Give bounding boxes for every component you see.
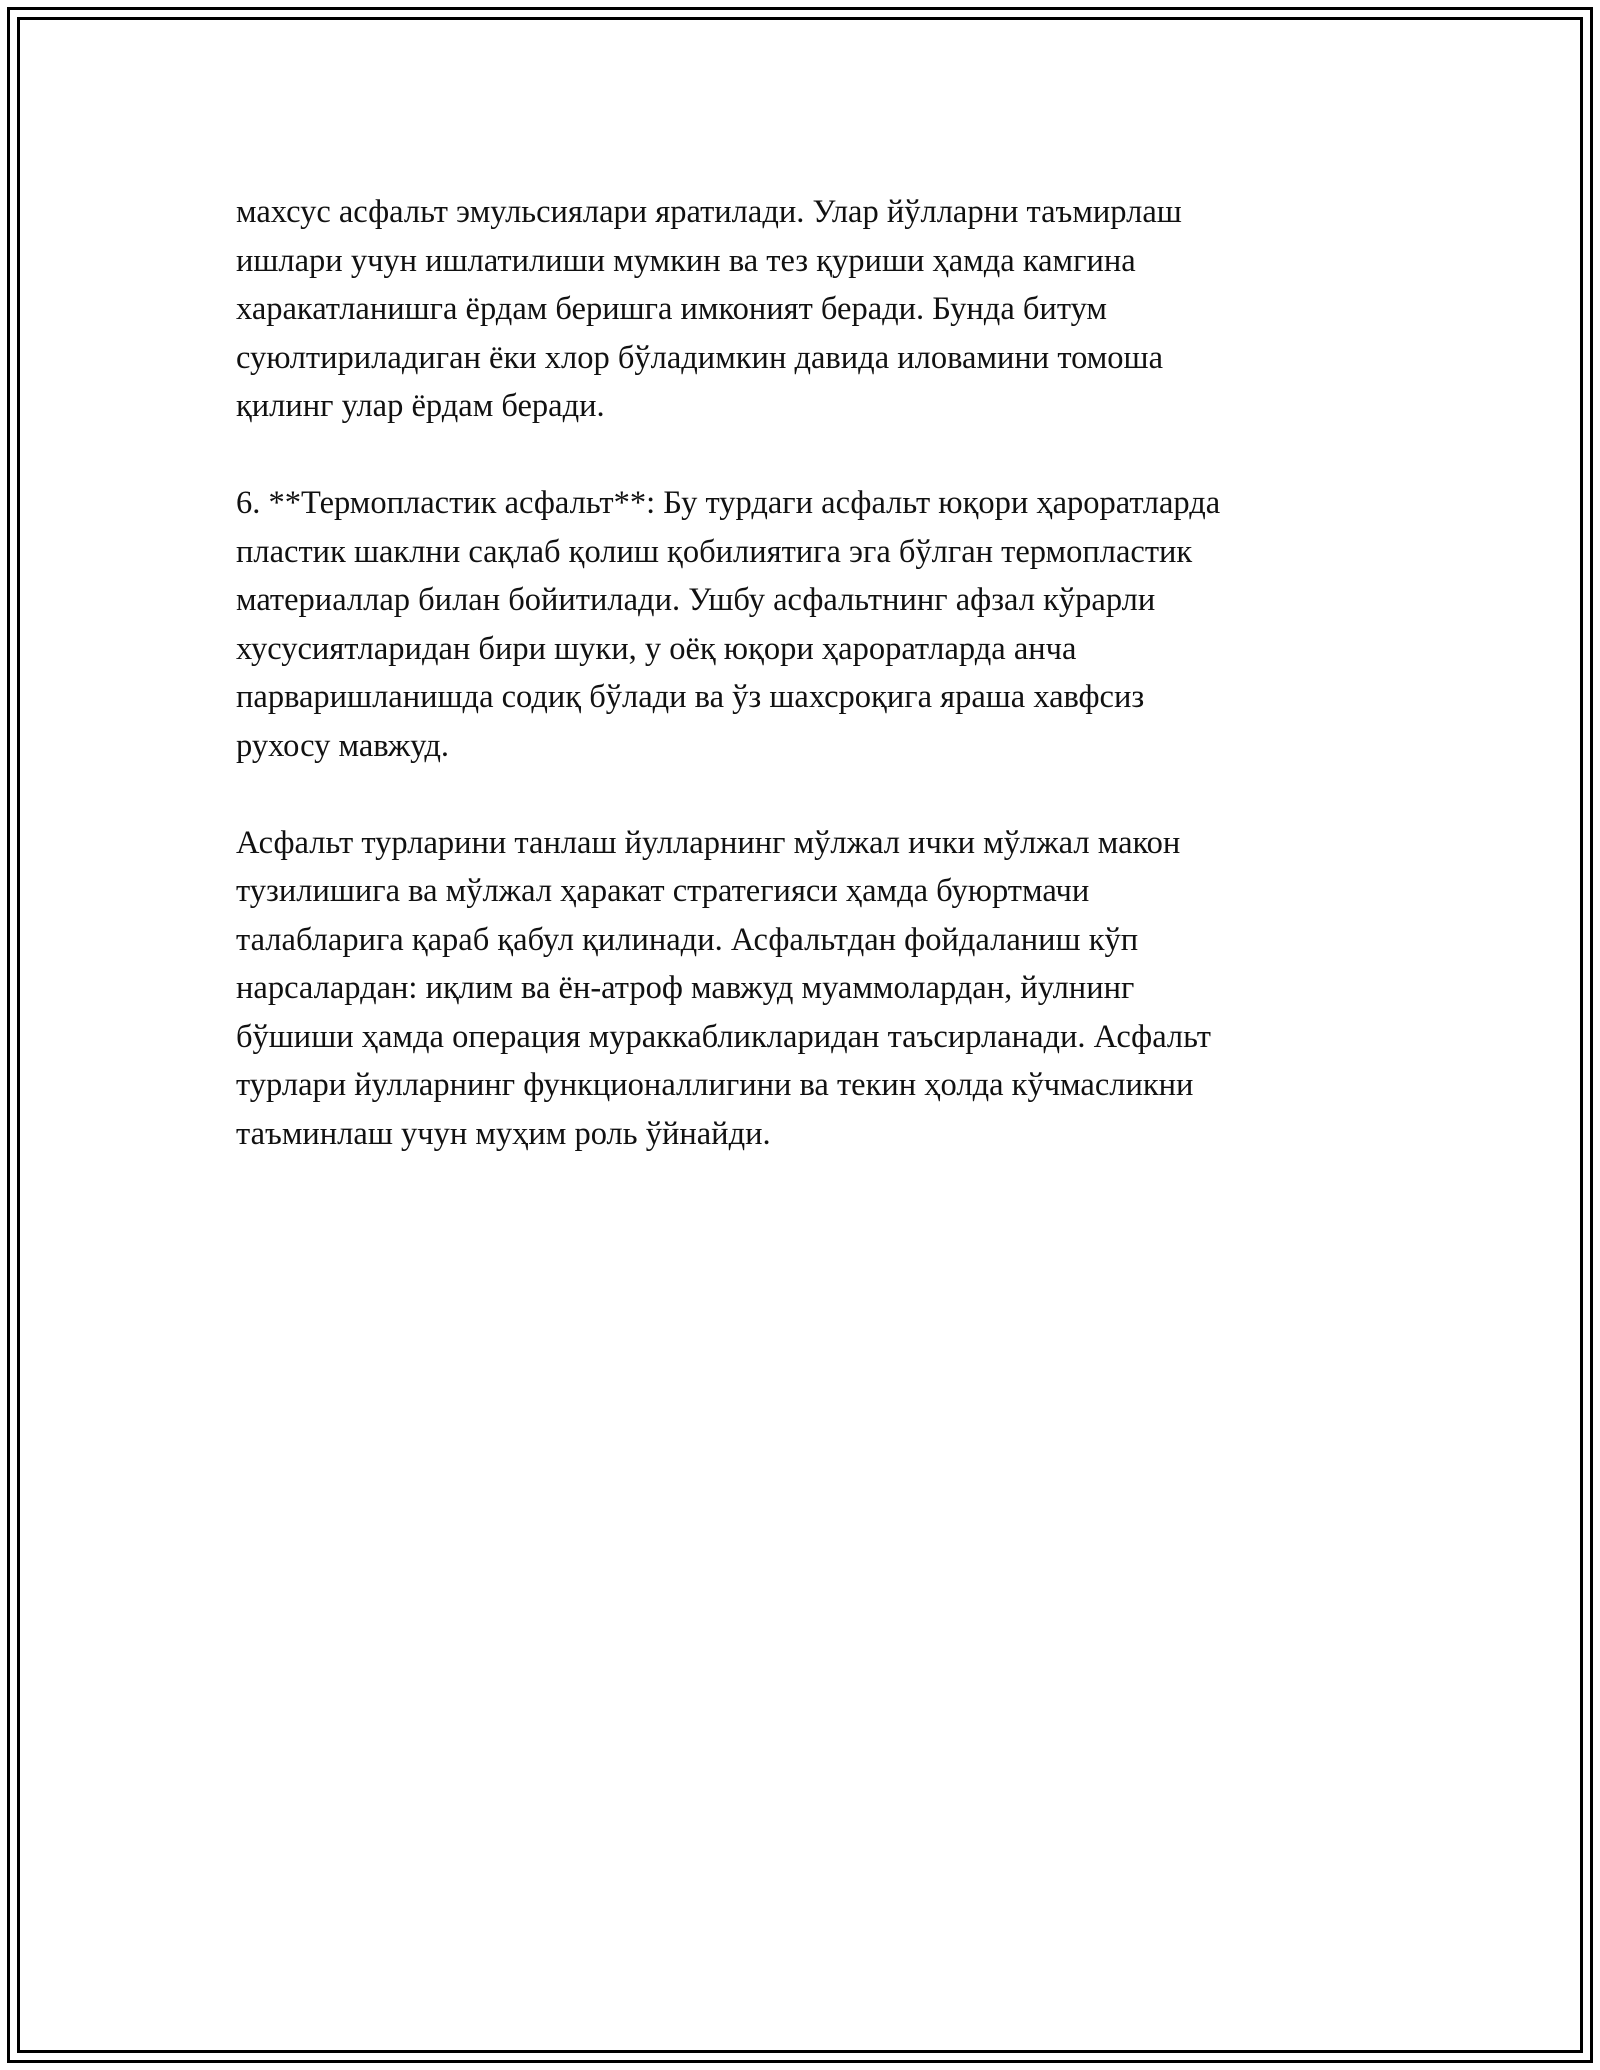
paragraph-emulsion [236, 188, 1366, 431]
text-line: материаллар билан бойитилади. Ушбу асфальтнинг афзал кўрарли [236, 582, 1156, 618]
text-line: 6. **Термопластик асфальт**: Бу турдаги асфальт юқори ҳароратларда [236, 485, 1221, 521]
text-line: харакатланишга ёрдам беришга имконият беради. Бунда битум [236, 291, 1107, 327]
text-line: пластик шаклни сақлаб қолиш қобилиятига эга бўлган термопластик [236, 533, 1193, 570]
text-line: бўшиши ҳамда операция мураккабликларидан таъсирланади. Асфальт [236, 1018, 1211, 1055]
text-line: таъминлаш учун муҳим роль ўйнайди. [236, 1115, 771, 1152]
text-line: парваришланишда содиқ бўлади ва ўз шахсроқига яраша хавфсиз [236, 679, 1145, 715]
text-line: нарсалардан: иқлим ва ён-атроф мавжуд муаммолардан, йулнинг [236, 970, 1135, 1006]
text-line: махсус асфальт эмульсиялари яратилади. Улар йўлларни таъмирлаш [236, 194, 1182, 230]
text-line: қилинг улар ёрдам беради. [236, 388, 605, 424]
text-line: тузилишига ва мўлжал ҳаракат стратегияси ҳамда буюртмачи [236, 873, 1090, 909]
text-line: рухосу мавжуд. [236, 727, 450, 764]
text-line: талабларига қараб қабул қилинади. Асфальтдан фойдаланиш кўп [236, 921, 1139, 958]
paragraph-thermoplastic [236, 479, 1366, 770]
text-line: ишлари учун ишлатилиши мумкин ва тез қуриши ҳамда камгина [236, 242, 1136, 279]
text-line: турлари йулларнинг функционаллигини ва текин ҳолда кўчмасликни [236, 1067, 1194, 1103]
text-line: хусусиятларидан бири шуки, у оёқ юқори ҳароратларда анча [236, 630, 1077, 667]
text-line: суюлтириладиган ёки хлор бўладимкин давида иловамини томоша [236, 339, 1163, 376]
paragraph-conclusion [236, 819, 1366, 1159]
text-line: Асфальт турларини танлаш йулларнинг мўлжал ички мўлжал макон [236, 824, 1181, 861]
document-body [236, 188, 1366, 1207]
